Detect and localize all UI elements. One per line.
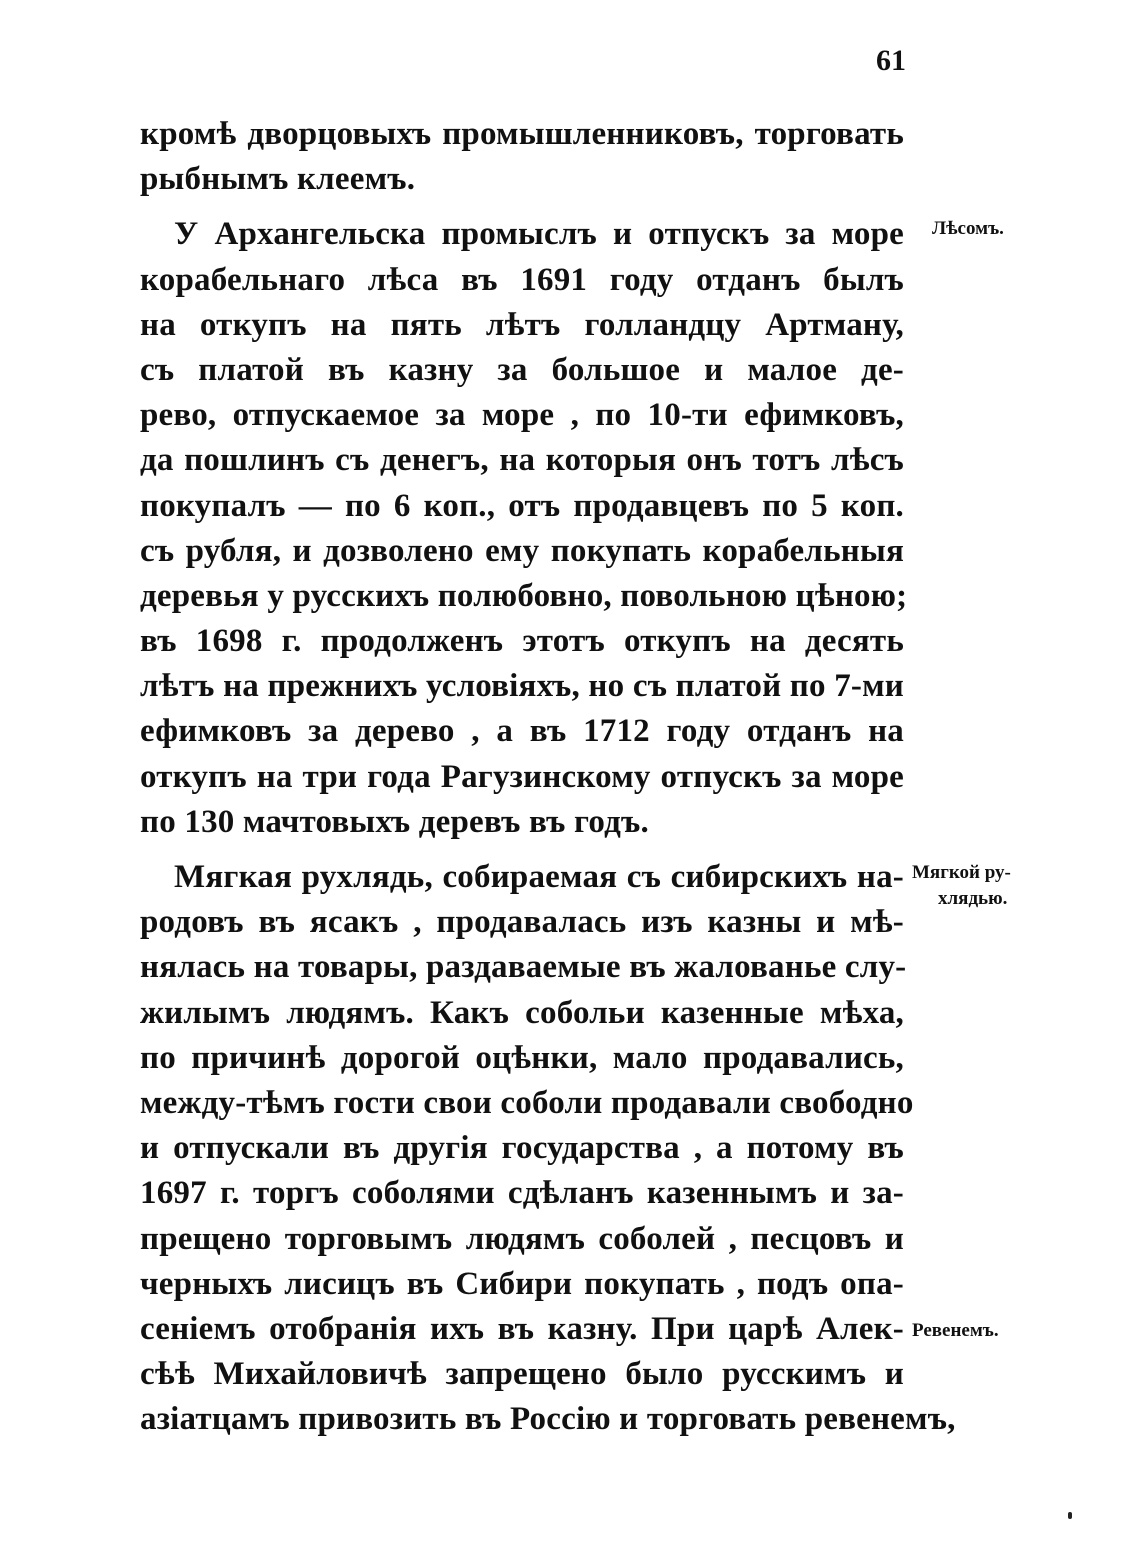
margin-note-timber: Лѣсомъ. [932,218,1004,239]
text-line: откупъ на три года Рагузинскому отпускъ за море [140,758,904,795]
text-line: ефимковъ за дерево , а въ 1712 году отданъ на [140,713,904,750]
text-line: сеніемъ отобранія ихъ въ казну. При царѣ Алек- [140,1310,904,1347]
text-line: и отпускали въ другія государства , а потому въ [140,1130,904,1167]
text-line: У Архангельска промыслъ и отпускъ за море [174,216,904,253]
text-line: 1697 г. торгъ соболями сдѣланъ казеннымъ и за- [140,1175,904,1212]
text-line: да пошлинъ съ денегъ, на которыя онъ тотъ лѣсъ [140,442,904,479]
text-line: рыбнымъ клеемъ. [140,161,416,198]
text-line: на откупъ на пять лѣтъ голландцу Артману, [140,306,904,343]
page-number: 61 [876,44,906,77]
text-line: корабельнаго лѣса въ 1691 году отданъ былъ [140,261,904,298]
paragraph-break [140,202,904,212]
text-line: въ 1698 г. продолженъ этотъ откупъ на десять [140,623,904,660]
text-line: кромѣ дворцовыхъ промышленниковъ, торговать [140,116,904,152]
text-line: съ платой въ казну за большое и малое де- [140,351,904,388]
text-line: съ рубля, и дозволено ему покупать корабельныя [140,532,904,569]
text-line: черныхъ лисицъ въ Сибири покупать , подъ опа- [140,1265,904,1302]
body-text [140,112,956,1442]
margin-note-furs-line1: Мягкой ру- [912,862,1011,883]
text-line: лѣтъ на прежнихъ условіяхъ, но съ платой по 7-ми [140,668,904,705]
paragraph-break [140,845,904,855]
text-line: азіатцамъ привозить въ Россію и торговать ревенемъ, [140,1401,956,1438]
text-line: рево, отпускаемое за море , по 10-ти ефимковъ, [140,397,904,434]
text-line: сѣѣ Михайловичѣ запрещено было русскимъ и [140,1356,904,1393]
text-line: по 130 мачтовыхъ деревъ въ годъ. [140,803,649,840]
margin-note-furs-line2: хлядью. [938,888,1008,909]
text-line: жилымъ людямъ. Какъ собольи казенные мѣха, [140,994,904,1031]
text-line: деревья у русскихъ полюбовно, повольною цѣною; [140,577,908,614]
text-line: по причинѣ дорогой оцѣнки, мало продавались, [140,1039,904,1076]
margin-note-furs [912,860,1032,912]
text-line: Мягкая рухлядь, собираемая съ сибирскихъ на- [174,859,904,895]
text-line: между-тѣмъ гости свои соболи продавали свободно [140,1084,914,1121]
text-line: нялась на товары, раздаваемые въ жалованье слу- [140,949,907,986]
text-line: прещено торговымъ людямъ соболей , песцовъ и [140,1220,904,1257]
ink-speck [1068,1512,1072,1519]
text-line: покупалъ — по 6 коп., отъ продавцевъ по 5 коп. [140,487,904,524]
margin-note-rhubarb: Ревенемъ. [912,1320,999,1341]
text-line: родовъ въ ясакъ , продавалась изъ казны и мѣ- [140,904,904,941]
